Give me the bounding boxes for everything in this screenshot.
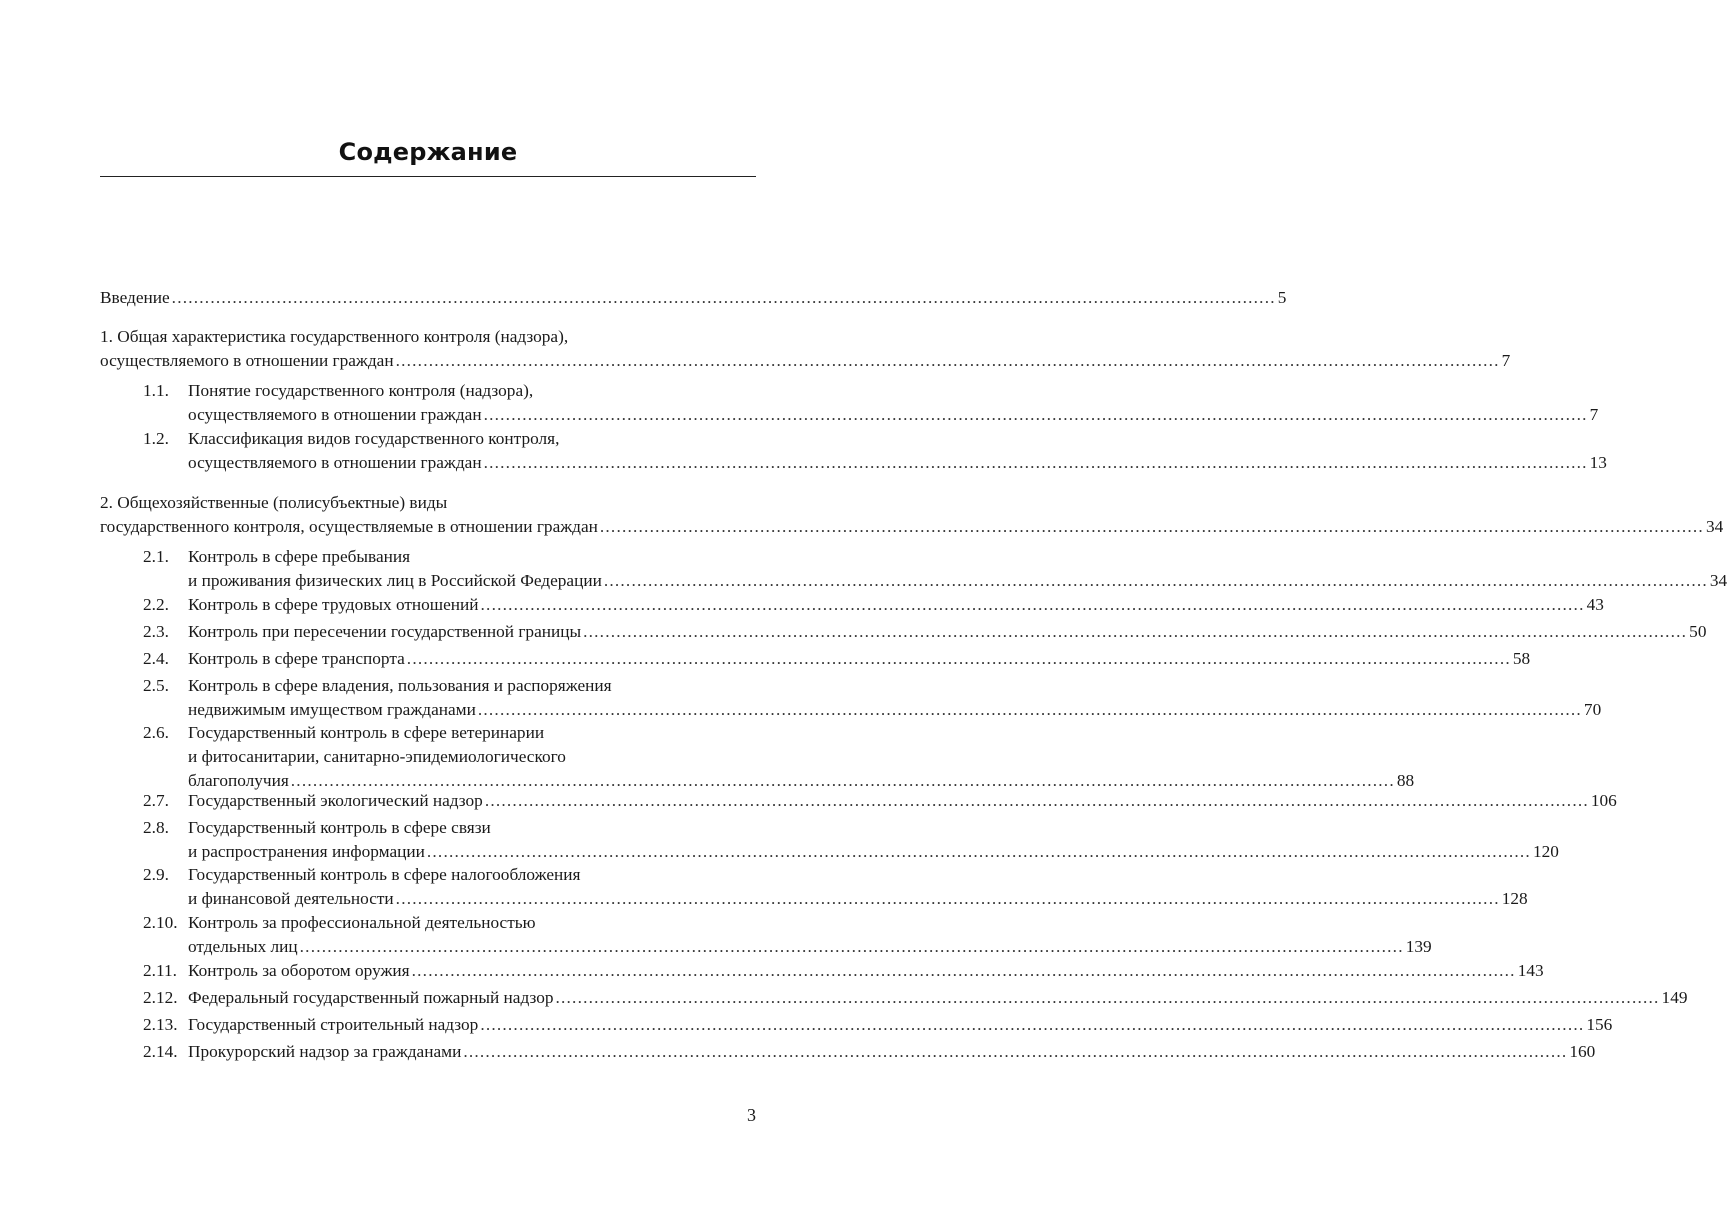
toc-entry-title-line: Государственный контроль в сфере ветеринарии	[188, 723, 545, 742]
toc-entry-number: 2.10.	[143, 913, 178, 932]
toc-entry-title-line: и фитосанитарии, санитарно-эпидемиологического	[188, 747, 566, 766]
toc-entry-title-line: осуществляемого в отношении граждан	[188, 453, 482, 472]
toc-entry-title-line: Понятие государственного контроля (надзора),	[188, 381, 534, 400]
dot-leader: ........................................................................................................................................................................................................	[480, 595, 1585, 614]
toc-entry-title-line: недвижимым имуществом гражданами	[188, 700, 476, 719]
toc-entry-number: 2.6.	[143, 723, 169, 742]
toc-entry-number: 1.2.	[143, 429, 169, 448]
dot-leader: ........................................................................................................................................................................................................	[395, 351, 1500, 370]
toc-entry-title-line: Прокурорский надзор за гражданами	[188, 1042, 462, 1061]
toc-entry-page: 88	[1396, 771, 1415, 790]
toc-entry-number: 2.12.	[143, 988, 178, 1007]
dot-leader: ........................................................................................................................................................................................................	[599, 517, 1704, 536]
toc-entry[interactable]	[100, 427, 1607, 475]
toc-entry-number: 2.1.	[143, 547, 169, 566]
toc-entry-title-line: 2. Общехозяйственные (полисубъектные) виды	[100, 493, 448, 512]
toc-entry-title-line: Контроль в сфере транспорта	[188, 649, 405, 668]
toc-entry-page: 13	[1589, 453, 1607, 472]
toc-entry[interactable]	[100, 986, 1688, 1010]
toc-entry-title-line: Государственный контроль в сфере налогообложения	[188, 865, 581, 884]
toc-entry-title-line: государственного контроля, осуществляемые в отношении граждан	[100, 517, 598, 536]
toc-entry[interactable]	[100, 325, 1511, 373]
toc-entry-page: 128	[1501, 889, 1528, 908]
toc-entry-title-line: отдельных лиц	[188, 937, 298, 956]
toc-entry-number: 2.7.	[143, 791, 169, 810]
toc-entry-page: 106	[1590, 791, 1617, 810]
dot-leader: ........................................................................................................................................................................................................	[483, 405, 1588, 424]
dot-leader: ........................................................................................................................................................................................................	[299, 937, 1404, 956]
toc-entry-page: 120	[1532, 842, 1559, 861]
dot-leader: ........................................................................................................................................................................................................	[555, 988, 1660, 1007]
toc-entry-title-line: Введение	[100, 288, 170, 307]
toc-entry-page: 143	[1517, 961, 1544, 980]
toc-entry-page: 70	[1583, 700, 1602, 719]
toc-entry-number: 1.1.	[143, 381, 169, 400]
toc-entry-number: 2.9.	[143, 865, 169, 884]
page-title: Содержание	[338, 138, 518, 166]
toc-entry-title-line: Контроль в сфере владения, пользования и распоряжения	[188, 676, 612, 695]
dot-leader: ........................................................................................................................................................................................................	[395, 889, 1500, 908]
dot-leader: ........................................................................................................................................................................................................	[484, 791, 1589, 810]
toc-entry-page: 156	[1586, 1015, 1613, 1034]
toc-entry-page: 149	[1661, 988, 1688, 1007]
toc-entry-title-line: осуществляемого в отношении граждан	[188, 405, 482, 424]
toc-entry-page: 34	[1709, 571, 1727, 590]
dot-leader: ........................................................................................................................................................................................................	[603, 571, 1708, 590]
toc-entry-number: 2.4.	[143, 649, 169, 668]
toc-entry-title-line: Федеральный государственный пожарный надзор	[188, 988, 554, 1007]
toc-entry[interactable]	[100, 789, 1617, 813]
dot-leader: ........................................................................................................................................................................................................	[583, 622, 1688, 641]
dot-leader: ........................................................................................................................................................................................................	[171, 288, 1276, 307]
toc-entry-page: 34	[1705, 517, 1724, 536]
toc-entry-title-line: Контроль за оборотом оружия	[188, 961, 410, 980]
toc-entry-title-line: Государственный строительный надзор	[188, 1015, 479, 1034]
toc-entry-title-line: и проживания физических лиц в Российской Федерации	[188, 571, 602, 590]
toc-entry-page: 139	[1405, 937, 1432, 956]
toc-entry-number: 2.13.	[143, 1015, 178, 1034]
toc-entry[interactable]	[100, 491, 1724, 539]
toc-entry-number: 2.5.	[143, 676, 169, 695]
toc-entry-page: 50	[1689, 622, 1707, 641]
toc-entry[interactable]	[100, 545, 1727, 593]
toc-entry-page: 160	[1569, 1042, 1596, 1061]
toc-entry-number: 2.14.	[143, 1042, 178, 1061]
toc-entry[interactable]	[100, 1013, 1613, 1037]
toc-entry-title-line: Государственный контроль в сфере связи	[188, 818, 491, 837]
toc-entry[interactable]	[100, 379, 1599, 427]
toc-entry[interactable]	[100, 863, 1528, 911]
toc-entry-title-line: осуществляемого в отношении граждан	[100, 351, 394, 370]
toc-entry-title-line: Контроль в сфере трудовых отношений	[188, 595, 479, 614]
toc-entry-title-line: и финансовой деятельности	[188, 889, 394, 908]
toc-entry-title-line: 1. Общая характеристика государственного контроля (надзора),	[100, 327, 569, 346]
title-divider	[100, 176, 756, 177]
toc-entry-title-line: и распространения информации	[188, 842, 425, 861]
page-number: 3	[747, 1105, 756, 1125]
toc-entry-number: 2.8.	[143, 818, 169, 837]
toc-entry[interactable]	[100, 1040, 1596, 1064]
toc-entry-title-line: Контроль в сфере пребывания	[188, 547, 411, 566]
dot-leader: ........................................................................................................................................................................................................	[463, 1042, 1568, 1061]
dot-leader: ........................................................................................................................................................................................................	[483, 453, 1588, 472]
toc-entry[interactable]	[100, 647, 1531, 671]
toc-entry-title-line: Контроль при пересечении государственной границы	[188, 622, 582, 641]
dot-leader: ........................................................................................................................................................................................................	[290, 771, 1395, 790]
dot-leader: ........................................................................................................................................................................................................	[477, 700, 1582, 719]
toc-entry-number: 2.3.	[143, 622, 169, 641]
toc-entry[interactable]	[100, 286, 1287, 310]
toc-entry-title-line: Государственный экологический надзор	[188, 791, 483, 810]
dot-leader: ........................................................................................................................................................................................................	[406, 649, 1511, 668]
toc-entry[interactable]	[100, 721, 1415, 793]
dot-leader: ........................................................................................................................................................................................................	[480, 1015, 1585, 1034]
toc-entry-title-line: Классификация видов государственного контроля,	[188, 429, 560, 448]
toc-entry[interactable]	[100, 620, 1707, 644]
toc-entry[interactable]	[100, 959, 1544, 983]
toc-entry-page: 5	[1277, 288, 1287, 307]
dot-leader: ........................................................................................................................................................................................................	[411, 961, 1516, 980]
toc-entry[interactable]	[100, 593, 1604, 617]
toc-entry-page: 7	[1501, 351, 1511, 370]
toc-entry[interactable]	[100, 911, 1432, 959]
toc-entry-number: 2.11.	[143, 961, 177, 980]
toc-entry-title-line: благополучия	[188, 771, 289, 790]
toc-entry-page: 58	[1512, 649, 1531, 668]
dot-leader: ........................................................................................................................................................................................................	[426, 842, 1531, 861]
toc-entry-number: 2.2.	[143, 595, 169, 614]
toc-entry-page: 43	[1586, 595, 1604, 614]
toc-entry[interactable]	[100, 816, 1559, 864]
toc-entry[interactable]	[100, 674, 1602, 722]
toc-entry-page: 7	[1589, 405, 1599, 424]
toc-entry-title-line: Контроль за профессиональной деятельностью	[188, 913, 536, 932]
